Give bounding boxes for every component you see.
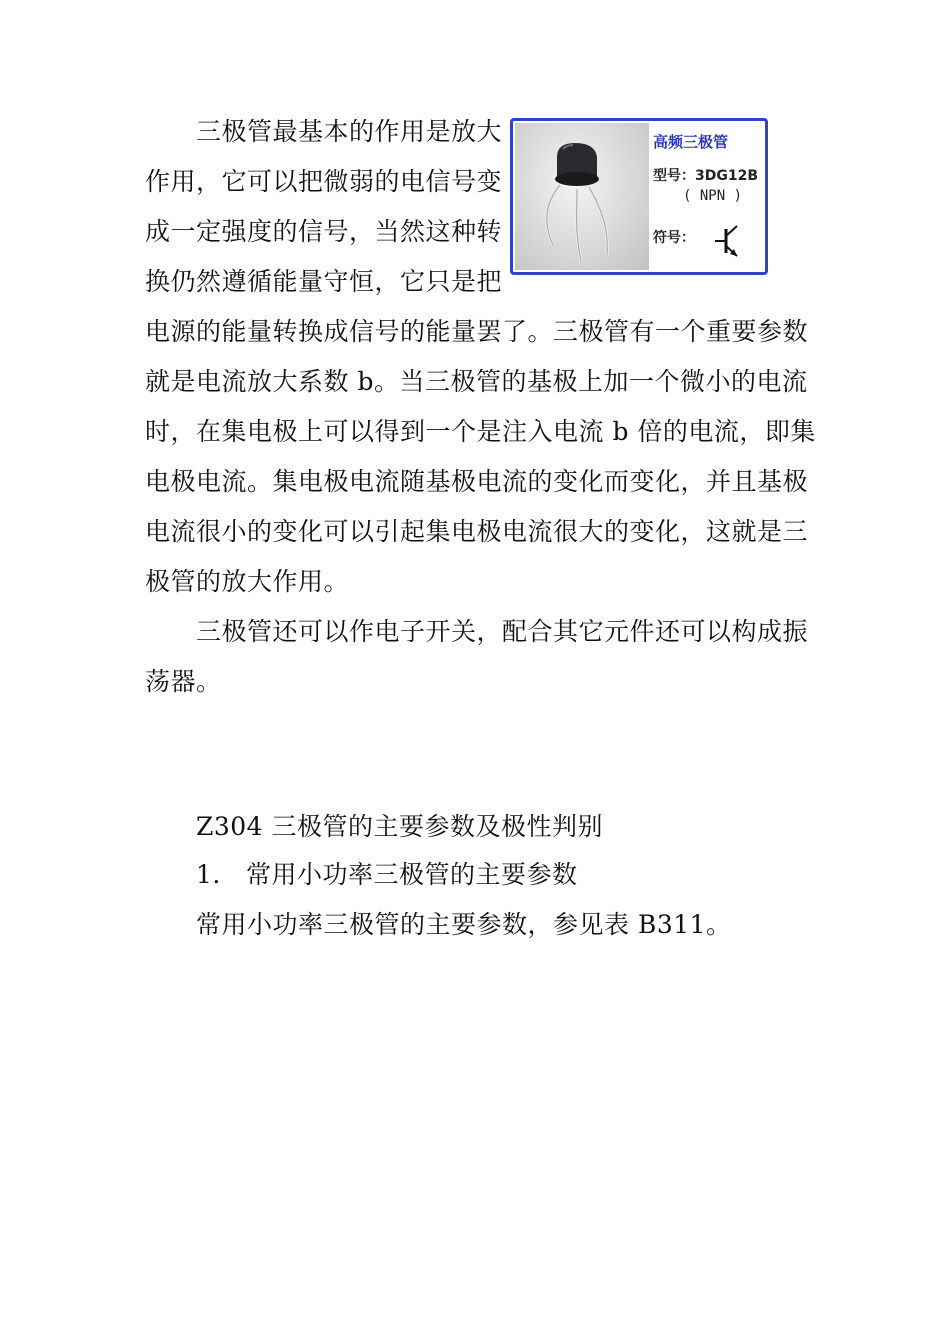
text-line: 三极管最基本的作用是放大 [196, 117, 503, 146]
text-line: 电流很小的变化可以引起集电极电流很大的变化，这就是三 [145, 517, 809, 546]
text-line: 就是电流放大系数 b。当三极管的基极上加一个微小的电流 [145, 367, 808, 396]
text-line: 电极电流。集电极电流随基极电流的变化而变化，并且基极 [145, 467, 809, 496]
text-line: 换仍然遵循能量守恒，它只是把 [145, 267, 503, 296]
text-line: 电源的能量转换成信号的能量罢了。三极管有一个重要参数 [145, 317, 809, 346]
transistor-figure [510, 118, 768, 275]
section-body: 常用小功率三极管的主要参数，参见表 B311。 [196, 910, 732, 939]
text-line: 极管的放大作用。 [145, 567, 350, 596]
figure-type: ( NPN ) [683, 188, 743, 204]
figure-title: 高频三极管 [653, 133, 729, 151]
npn-transistor-symbol-icon [713, 221, 747, 261]
text-line: 三极管还可以作电子开关，配合其它元件还可以构成振 [196, 617, 809, 646]
text-line: 时，在集电极上可以得到一个是注入电流 b 倍的电流，即集 [145, 417, 816, 446]
list-item-text: 常用小功率三极管的主要参数 [246, 860, 578, 889]
figure-symbol-label: 符号： [653, 230, 695, 246]
text-line: 成一定强度的信号，当然这种转 [145, 217, 503, 246]
figure-model-label: 型号：3DG12B [653, 168, 759, 184]
text-line: 作用，它可以把微弱的电信号变 [145, 167, 503, 196]
list-item-number: 1. [196, 860, 221, 889]
text-line: 荡器。 [145, 667, 222, 696]
transistor-photo [515, 123, 649, 270]
section-heading: Z304 三极管的主要参数及极性判别 [196, 812, 604, 841]
